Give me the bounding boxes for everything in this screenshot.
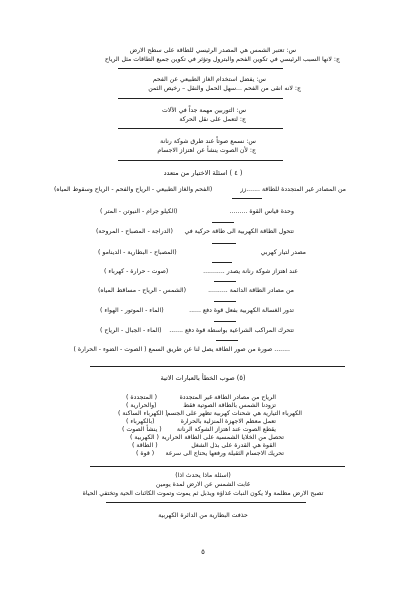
mcq-stem: عند اهتزاز شوكة رنانة يصدر ........... <box>203 268 298 275</box>
q-sun-answer: ج: لانها السبب الرئيسي في تكوين الفحم والبترول وتؤثر في تكوين جميع الطاقات مثل الرياح <box>104 56 340 63</box>
correction: (بالكهرباء ) <box>126 418 155 425</box>
mcq-stem: تدور الغسالة الكهربية بفعل قوة دفع ...... <box>189 307 294 314</box>
wrong-statement: يقطع الصوت عند اهتزاز الشوكة الرنانة <box>176 426 276 433</box>
q-sound-question: س: نسمع صوتاً عند طرق شوكة رنانة <box>160 138 256 145</box>
mcq-options: (الدراجة - المصباح - المروحة) <box>96 228 173 235</box>
mcq-stem: ........ صورة من صور الطاقة يصل لنا عن طريق السمع ( الصوت - الضوء - الحرارة ) <box>73 346 290 353</box>
correction: ( قوة ) <box>136 450 155 457</box>
divider <box>118 128 283 129</box>
section5-title: (٥) صوب الخطأ بالعبارات الاتية <box>160 374 246 382</box>
q-turbine-answer: ج: لتعمل على نقل الحركة <box>179 116 246 123</box>
q-sun-question: س: تعتبر الشمس هي المصدر الرئيسي للطاقة على سطح الارض <box>129 47 296 54</box>
mcq-options: (الماء - الموتور - الهواء ) <box>100 307 164 314</box>
correction: ( الكهربية ) <box>130 434 159 441</box>
what-if-answer: تصبح الارض مظلمة ولا يكون النبات غذاؤه ويذبل ثم يموت وتموت الكائنات الحية وتختفي الحياة <box>82 490 324 497</box>
divider <box>118 98 283 99</box>
divider <box>118 68 283 69</box>
divider <box>90 466 345 467</box>
wrong-statement: تزودنا الشمس بالطاقة الصوتية فقط <box>183 402 276 409</box>
mcq-stem: من مصادر الطاقة الدائمة .......... <box>208 287 294 294</box>
correction: (والحرارية ) <box>126 402 157 409</box>
correction: ( الكهرباء الساكنة ) <box>118 410 168 417</box>
mcq-stem: وحدة قياس القوة ......... <box>229 208 294 215</box>
correction: ( الطاقة ) <box>132 442 158 449</box>
q-gas-answer: ج: لانه انقى من الفحم ...سهل الحمل والنقل – رخيص الثمن <box>148 85 301 92</box>
answer-blank <box>214 301 236 302</box>
page-number: ٥ <box>201 548 205 556</box>
answer-blank <box>212 262 232 263</box>
answer-blank <box>212 243 236 244</box>
q-turbine-question: س: التوربين مهمة جداً في الآلات <box>162 107 246 114</box>
mcq-options: (الكيلو جرام - النيوتن - المتر ) <box>100 208 178 215</box>
divider <box>106 502 306 503</box>
mcq-options: (الماء - الجبال - الرياح ) <box>100 327 162 334</box>
wrong-statement: تحريك الاجسام الثقيلة ورفعها يحتاج الى سرعة <box>165 450 284 457</box>
answer-blank <box>216 340 238 341</box>
divider <box>90 366 345 367</box>
wrong-statement: القوة هي القدرة على بذل الشغل <box>191 442 276 449</box>
mcq-stem: مصدر لتيار كهربي <box>260 249 306 256</box>
wrong-statement: الرياح من مصادر الطاقة غير المتجددة <box>179 394 276 401</box>
answer-blank <box>232 198 262 199</box>
divider <box>118 160 283 161</box>
mcq-options: (الفحم والغاز الطبيعي - الرياح والفحم - الرياح وسقوط المياه) <box>54 186 213 193</box>
mcq-stem: تتحول الطاقة الكهربية الى طاقة حركية في <box>184 228 294 235</box>
what-if-question: حذفت البطارية من الدائرة الكهربية <box>158 512 248 519</box>
answer-blank <box>212 222 234 223</box>
wrong-statement: الكهرباء التيارية هي شحنات كهربية تظهر على الجسم <box>166 410 302 417</box>
mcq-stem: من المصادر غير المتجددة للطاقة .......زز <box>240 186 346 193</box>
q-sound-answer: ج: لأن الصوت ينشأ عن اهتزاز الاجسام <box>157 147 256 154</box>
q-gas-question: س: يفضل استخدام الغاز الطبيعي عن الفحم <box>152 76 266 83</box>
section6-title: (اسئلة ماذا يحدث اذا) <box>175 472 231 479</box>
mcq-options: (الشمس - الرياح - مساقط المياه) <box>98 287 187 294</box>
answer-blank <box>214 281 236 282</box>
mcq-options: (المصباح - البطارية - الدينامو ) <box>98 249 177 256</box>
correction: ( ينشأ الصوت ) <box>122 426 162 433</box>
wrong-statement: تعمل معظم الاجهزة المنزلية بالحرارة <box>180 418 276 425</box>
mcq-options: (صوت - حرارة - كهرباء ) <box>104 268 169 275</box>
what-if-question: غابت الشمس عن الارض لمدة يومين <box>155 481 251 488</box>
wrong-statement: تحصل من الخلايا الشمسية على الطاقة الحرارية <box>161 434 284 441</box>
mcq-stem: تتحرك المراكب الشراعية بواسطة قوة دفع ....... <box>169 327 294 334</box>
correction: ( المتجددة ) <box>126 394 158 401</box>
section4-title: ( ٤ ) اسئلة الاختيار من متعدد <box>163 169 243 177</box>
answer-blank <box>214 321 236 322</box>
